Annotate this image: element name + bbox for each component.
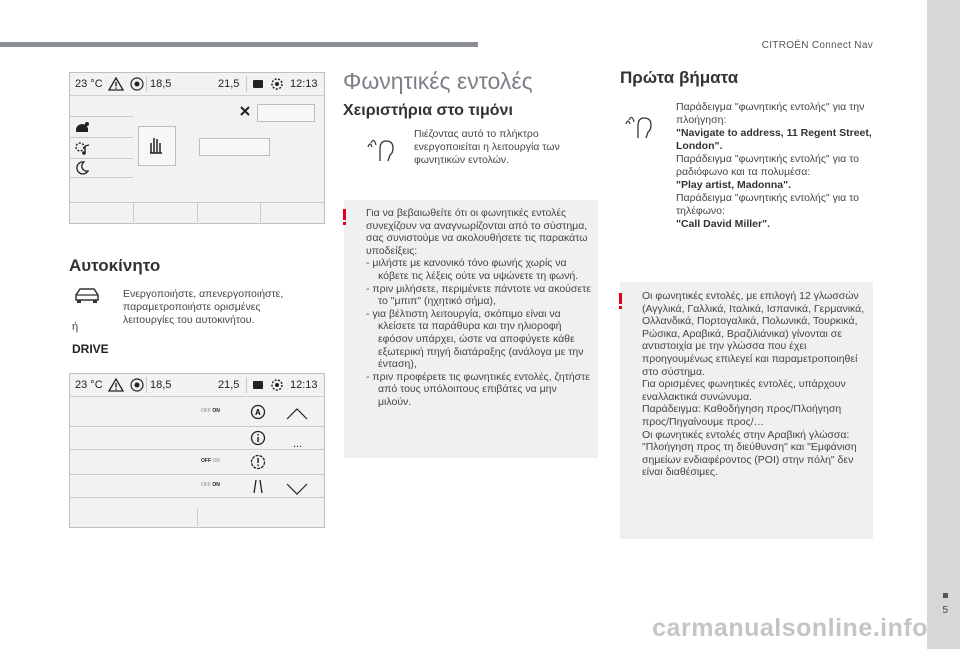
toggle-row-3[interactable]: OFF ON — [201, 458, 220, 464]
page-number: 5 — [942, 605, 948, 616]
warning-icon-2 — [108, 378, 124, 392]
nav-icon-2 — [130, 378, 144, 392]
header-bar — [0, 42, 478, 47]
warning-icon — [108, 77, 124, 91]
left-temp-2: 18,5 — [150, 379, 172, 391]
note-intro: Για να βεβαιωθείτε ότι οι φωνητικές εντολές συνεχίζουν να αναγνωρίζονται από το σύστημα, σας συνιστούμε να ακολουθήσετε τις παρακάτω υποδείξεις: — [366, 207, 588, 257]
scroll-up-icon[interactable] — [286, 408, 308, 420]
moon-icon[interactable] — [75, 161, 89, 175]
settings-icon — [270, 77, 284, 91]
alert-icon[interactable] — [250, 454, 266, 470]
steering-note — [344, 200, 598, 458]
brand-label: CITROËN Connect Nav — [761, 40, 873, 51]
car-outline-icon — [72, 285, 102, 307]
example-phone-cmd: "Call David Miller". — [676, 218, 770, 230]
screen-home — [69, 72, 325, 224]
example-radio-label: Παράδειγμα "φωνητικής εντολής" για το ραδιόφωνο και τα πολυμέσα: — [676, 153, 859, 178]
page-side-strip — [927, 0, 960, 649]
info-icon[interactable] — [250, 430, 266, 446]
top-right-field[interactable] — [257, 104, 315, 122]
settings-icon-2 — [270, 378, 284, 392]
voice-button-icon-2 — [624, 112, 658, 140]
phone-icon — [251, 77, 265, 91]
toggle-row-4[interactable]: OFF ON — [201, 482, 220, 488]
phone-icon-2 — [251, 378, 265, 392]
steering-text: Πιέζοντας αυτό το πλήκτρο ενεργοποιείται η λειτουργία των φωνητικών εντολών. — [414, 128, 560, 166]
car-icon[interactable] — [74, 120, 90, 134]
music-icon[interactable] — [74, 140, 90, 156]
assist-icon[interactable] — [250, 404, 266, 420]
first-steps-heading: Πρώτα βήματα — [620, 68, 739, 87]
right-temp: 21,5 — [218, 78, 240, 90]
voice-heading: Φωνητικές εντολές — [343, 68, 533, 94]
or-label: ή — [72, 321, 79, 333]
examples — [676, 101, 872, 231]
example-nav-label: Παράδειγμα "φωνητικής εντολής" για την πλοήγηση: — [676, 101, 865, 126]
example-radio-cmd: "Play artist, Madonna". — [676, 179, 791, 191]
clock-2: 12:13 — [290, 379, 318, 391]
more-icon[interactable]: ... — [293, 438, 303, 450]
close-icon[interactable] — [240, 106, 250, 116]
clock: 12:13 — [290, 78, 318, 90]
warning-mark — [343, 209, 346, 220]
example-nav-cmd: "Navigate to address, 11 Regent Street, London". — [676, 127, 872, 152]
watermark: carmanualsonline.info — [652, 614, 928, 642]
section-marker — [943, 593, 948, 598]
languages-note — [620, 282, 873, 539]
note-item: - για βέλτιστη λειτουργία, σκόπιμο είναι να κλείσετε τα παράθυρα και την ηλιοροφή εφόσον υπάρχει, ώστε να αποφύγετε κάθε εξωτερική πηγή διατάραξης (ανάλογα με την ένταση), — [366, 307, 584, 371]
vehicle-heading: Αυτοκίνητο — [69, 256, 161, 275]
left-temp: 18,5 — [150, 78, 172, 90]
voice-button-icon — [366, 135, 400, 163]
screen-vehicle — [69, 373, 325, 528]
svg-text:A: A — [255, 408, 261, 417]
steering-heading: Χειριστήρια στο τιμόνι — [343, 102, 513, 119]
nav-icon — [130, 77, 144, 91]
warning-mark-2 — [619, 293, 622, 304]
drive-label: DRIVE — [72, 342, 109, 356]
note-item: - πριν προφέρετε τις φωνητικές εντολές, ζητήστε από τους υπόλοιπους επιβάτες να μην μιλούν. — [366, 370, 590, 408]
right-temp-2: 21,5 — [218, 379, 240, 391]
status-bar-2 — [70, 374, 324, 397]
status-bar — [70, 73, 324, 96]
hand-icon — [148, 135, 164, 155]
vehicle-text: Ενεργοποιήστε, απενεργοποιήστε, παραμετροποιήστε ορισμένες λειτουργίες του αυτοκινήτου. — [123, 288, 284, 326]
mid-field[interactable] — [199, 138, 270, 156]
outside-temp-2: 23 °C — [75, 379, 103, 391]
note-item: - μιλήστε με κανονικό τόνο φωνής χωρίς να κόβετε τις λέξεις ούτε να υψώνετε τη φωνή. — [366, 257, 579, 282]
lane-icon[interactable] — [250, 478, 266, 494]
toggle-row-1[interactable]: OFF ON — [201, 408, 220, 414]
languages-text: Οι φωνητικές εντολές, με επιλογή 12 γλωσσών (Αγγλικά, Γαλλικά, Ιταλικά, Ισπανικά, Γερμανικά, Ολλανδικά, Πορτογαλικά, Πολωνικά, Τουρκικά, Ρώσικα, Αραβικά, Βραζιλιάνικα) γίνονται σε αντιστοιχία με την γλώσσα που έχει προηγουμένως επιλεγεί και παραμετροποιηθεί στο σύστημα. Για ορισμένες φωνητικές εντολές, υπάρχουν εναλλακτικά συνώνυμα. Παράδειγμα: Καθοδήγηση προς/Πλοήγηση προς/Πηγαίνουμε προς/… Οι φωνητικές εντολές στην Αραβική γλώσσα: "Πλοήγηση προς τη διεύθυνση" και "Εμφάνιση σημείων ενδιαφέροντος (POI) στην πόλη" δεν είναι διαθέσιμες. — [642, 290, 865, 479]
outside-temp: 23 °C — [75, 78, 103, 90]
note-item: - πριν μιλήσετε, περιμένετε πάντοτε να ακούσετε το "μπιπ" (ηχητικό σήμα), — [366, 282, 591, 308]
example-phone-label: Παράδειγμα "φωνητικής εντολής" για το τηλέφωνο: — [676, 192, 859, 217]
scroll-down-icon[interactable] — [286, 483, 308, 495]
